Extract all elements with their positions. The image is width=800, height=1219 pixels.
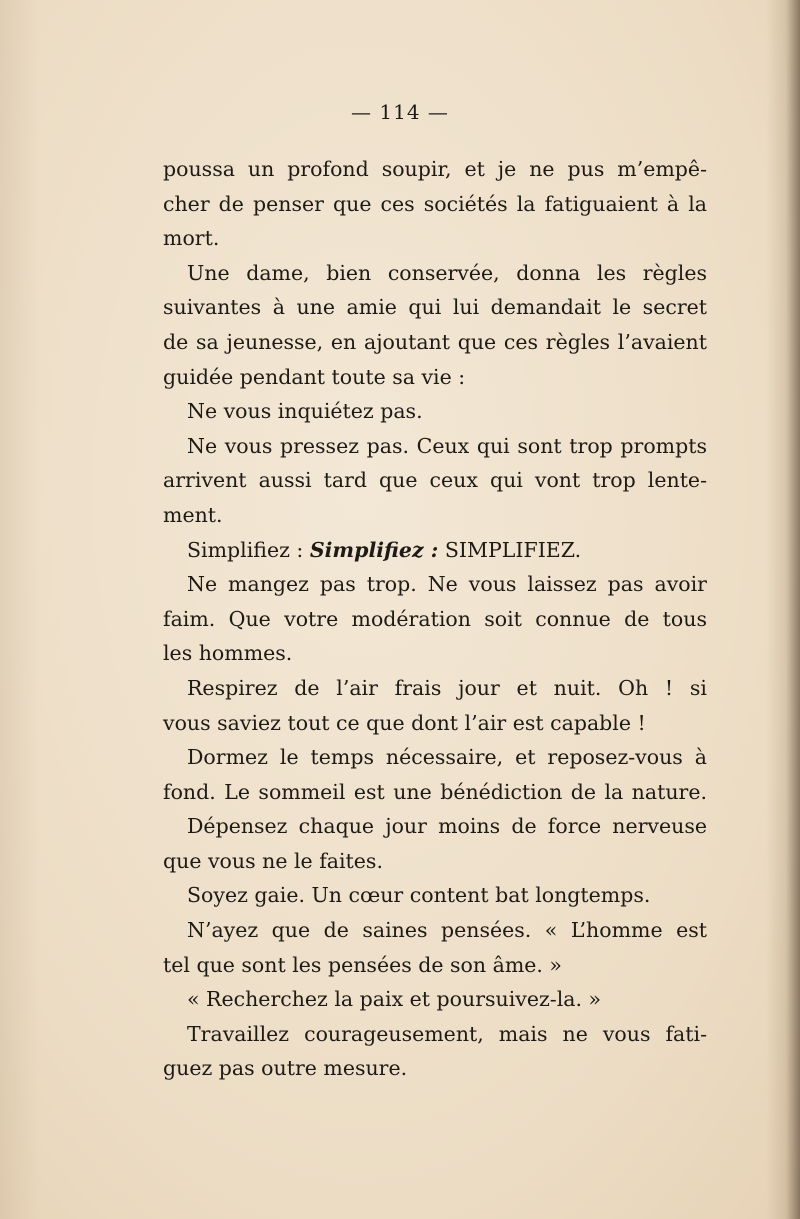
text-segment: Simplifiez :	[187, 537, 310, 562]
text-line: cher de penser que ces sociétés la fatiguaient à la	[163, 191, 707, 216]
text-line: guidée pendant toute sa vie :	[163, 364, 466, 389]
text-line: Ne vous inquiétez pas.	[187, 399, 423, 424]
text-line: Dormez le temps nécessaire, et reposez-vous à	[187, 745, 707, 770]
text-line: « Recherchez la paix et poursuivez-la. »	[187, 987, 602, 1012]
text-segment: SIMPLIFIEZ.	[438, 537, 582, 562]
text-line: que vous ne le faites.	[163, 848, 383, 873]
text-line: les hommes.	[163, 641, 293, 666]
text-line: Ne mangez pas trop. Ne vous laissez pas avoir	[187, 572, 707, 597]
italic-text-segment: Simplifiez :	[309, 537, 439, 562]
text-line: N’ayez que de saines pensées. « L’homme est	[187, 918, 707, 943]
text-line: fond. Le sommeil est une bénédiction de la nature.	[163, 779, 707, 804]
text-line: de sa jeunesse, en ajoutant que ces règles l’avaient	[163, 329, 707, 354]
text-line: mort.	[163, 226, 220, 251]
body-text	[163, 152, 707, 1086]
text-line: Soyez gaie. Un cœur content bat longtemps.	[187, 883, 651, 908]
text-line: Respirez de l’air frais jour et nuit. Oh ! si	[187, 675, 707, 700]
text-line: arrivent aussi tard que ceux qui vont trop lente-	[163, 468, 707, 493]
text-line: guez pas outre mesure.	[163, 1056, 408, 1081]
text-line: faim. Que votre modération soit connue de tous	[163, 606, 707, 631]
text-line: Une dame, bien conservée, donna les règles	[187, 260, 707, 285]
text-line: Ne vous pressez pas. Ceux qui sont trop prompts	[187, 433, 707, 458]
text-line: Travaillez courageusement, mais ne vous fati-	[187, 1021, 707, 1046]
text-line: Dépensez chaque jour moins de force nerveuse	[187, 814, 707, 839]
text-line: tel que sont les pensées de son âme. »	[163, 952, 562, 977]
text-line	[163, 533, 707, 568]
page-number: — 114 —	[351, 100, 449, 124]
text-line: vous saviez tout ce que dont l’air est capable !	[163, 710, 646, 735]
text-line: ment.	[163, 502, 223, 527]
text-line: poussa un profond soupir, et je ne pus m’empê-	[163, 157, 707, 181]
text-line: suivantes à une amie qui lui demandait le secret	[163, 295, 707, 320]
